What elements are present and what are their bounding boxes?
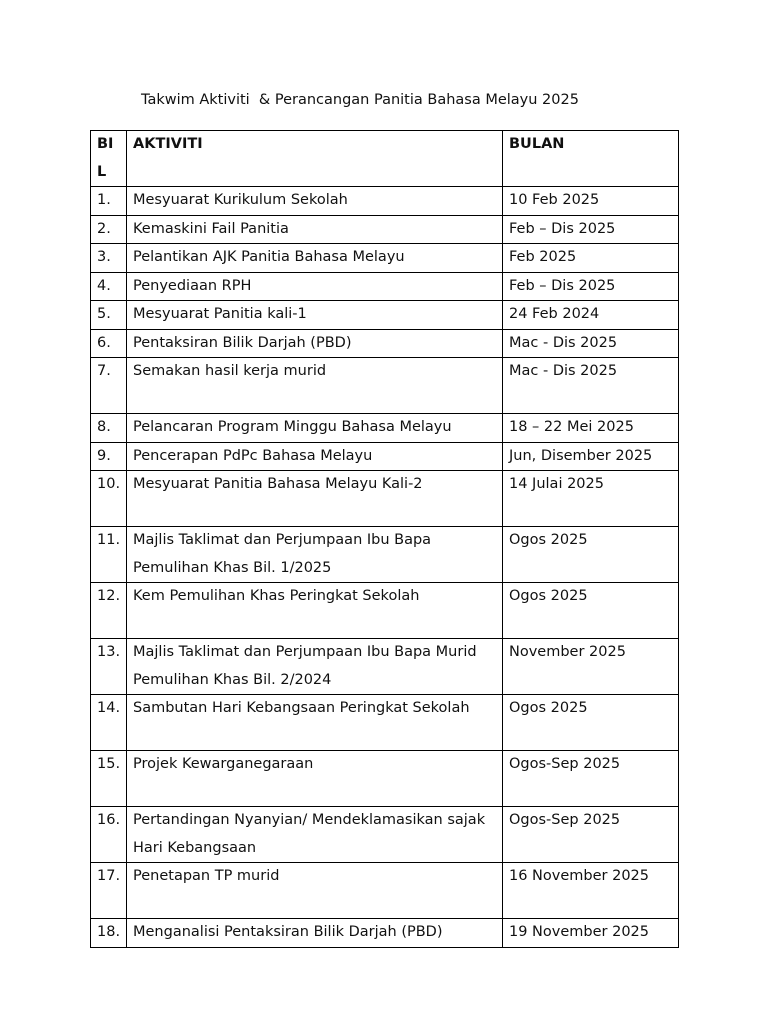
row-activity: Majlis Taklimat dan Perjumpaan Ibu Bapa Murid Pemulihan Khas Bil. 2/2024 <box>127 639 503 695</box>
row-number: 12. <box>91 583 127 639</box>
row-number: 18. <box>91 919 127 948</box>
table-row <box>91 215 679 244</box>
table-row <box>91 471 679 527</box>
row-activity: Pertandingan Nyanyian/ Mendeklamasikan sajak Hari Kebangsaan <box>127 807 503 863</box>
row-month: Mac - Dis 2025 <box>503 329 679 358</box>
table-row <box>91 807 679 863</box>
row-number: 15. <box>91 751 127 807</box>
row-number: 8. <box>91 414 127 443</box>
row-activity: Pencerapan PdPc Bahasa Melayu <box>127 442 503 471</box>
row-month: 16 November 2025 <box>503 863 679 919</box>
row-activity: Semakan hasil kerja murid <box>127 358 503 414</box>
table-row <box>91 358 679 414</box>
row-activity: Mesyuarat Panitia kali-1 <box>127 301 503 330</box>
row-number: 3. <box>91 244 127 273</box>
page-title: Takwim Aktiviti & Perancangan Panitia Bahasa Melayu 2025 <box>141 92 579 108</box>
row-month: Ogos 2025 <box>503 695 679 751</box>
row-number: 1. <box>91 187 127 216</box>
table-row <box>91 863 679 919</box>
header-aktiviti: AKTIVITI <box>127 131 503 187</box>
table-row <box>91 301 679 330</box>
row-month: Feb 2025 <box>503 244 679 273</box>
header-bulan: BULAN <box>503 131 679 187</box>
table-row <box>91 272 679 301</box>
row-number: 14. <box>91 695 127 751</box>
row-number: 4. <box>91 272 127 301</box>
row-month: Ogos-Sep 2025 <box>503 807 679 863</box>
row-activity: Menganalisi Pentaksiran Bilik Darjah (PBD) <box>127 919 503 948</box>
row-month: 24 Feb 2024 <box>503 301 679 330</box>
row-month: Jun, Disember 2025 <box>503 442 679 471</box>
row-activity: Kemaskini Fail Panitia <box>127 215 503 244</box>
row-month: 18 – 22 Mei 2025 <box>503 414 679 443</box>
row-month: 19 November 2025 <box>503 919 679 948</box>
row-month: Feb – Dis 2025 <box>503 215 679 244</box>
table-row <box>91 329 679 358</box>
row-number: 17. <box>91 863 127 919</box>
row-month: November 2025 <box>503 639 679 695</box>
row-number: 13. <box>91 639 127 695</box>
table-row <box>91 442 679 471</box>
row-number: 9. <box>91 442 127 471</box>
row-month: Ogos-Sep 2025 <box>503 751 679 807</box>
row-number: 16. <box>91 807 127 863</box>
row-activity: Mesyuarat Kurikulum Sekolah <box>127 187 503 216</box>
row-activity: Mesyuarat Panitia Bahasa Melayu Kali-2 <box>127 471 503 527</box>
table-row <box>91 187 679 216</box>
row-activity: Sambutan Hari Kebangsaan Peringkat Sekolah <box>127 695 503 751</box>
table-row <box>91 695 679 751</box>
row-activity: Pelancaran Program Minggu Bahasa Melayu <box>127 414 503 443</box>
table-row <box>91 639 679 695</box>
row-activity: Majlis Taklimat dan Perjumpaan Ibu Bapa Pemulihan Khas Bil. 1/2025 <box>127 527 503 583</box>
row-activity: Kem Pemulihan Khas Peringkat Sekolah <box>127 583 503 639</box>
table-row <box>91 751 679 807</box>
row-number: 6. <box>91 329 127 358</box>
row-month: Feb – Dis 2025 <box>503 272 679 301</box>
row-number: 5. <box>91 301 127 330</box>
row-activity: Projek Kewarganegaraan <box>127 751 503 807</box>
row-month: Mac - Dis 2025 <box>503 358 679 414</box>
row-activity: Penyediaan RPH <box>127 272 503 301</box>
table-row <box>91 527 679 583</box>
row-number: 7. <box>91 358 127 414</box>
table-row <box>91 414 679 443</box>
table-row <box>91 919 679 948</box>
header-bil: BIL <box>91 131 127 187</box>
row-number: 10. <box>91 471 127 527</box>
row-number: 11. <box>91 527 127 583</box>
row-activity: Pelantikan AJK Panitia Bahasa Melayu <box>127 244 503 273</box>
table-row <box>91 583 679 639</box>
activity-table <box>90 130 679 948</box>
table-row <box>91 244 679 273</box>
row-month: Ogos 2025 <box>503 583 679 639</box>
table-header-row <box>91 131 679 187</box>
row-month: 10 Feb 2025 <box>503 187 679 216</box>
row-activity: Pentaksiran Bilik Darjah (PBD) <box>127 329 503 358</box>
row-month: 14 Julai 2025 <box>503 471 679 527</box>
row-month: Ogos 2025 <box>503 527 679 583</box>
row-number: 2. <box>91 215 127 244</box>
row-activity: Penetapan TP murid <box>127 863 503 919</box>
